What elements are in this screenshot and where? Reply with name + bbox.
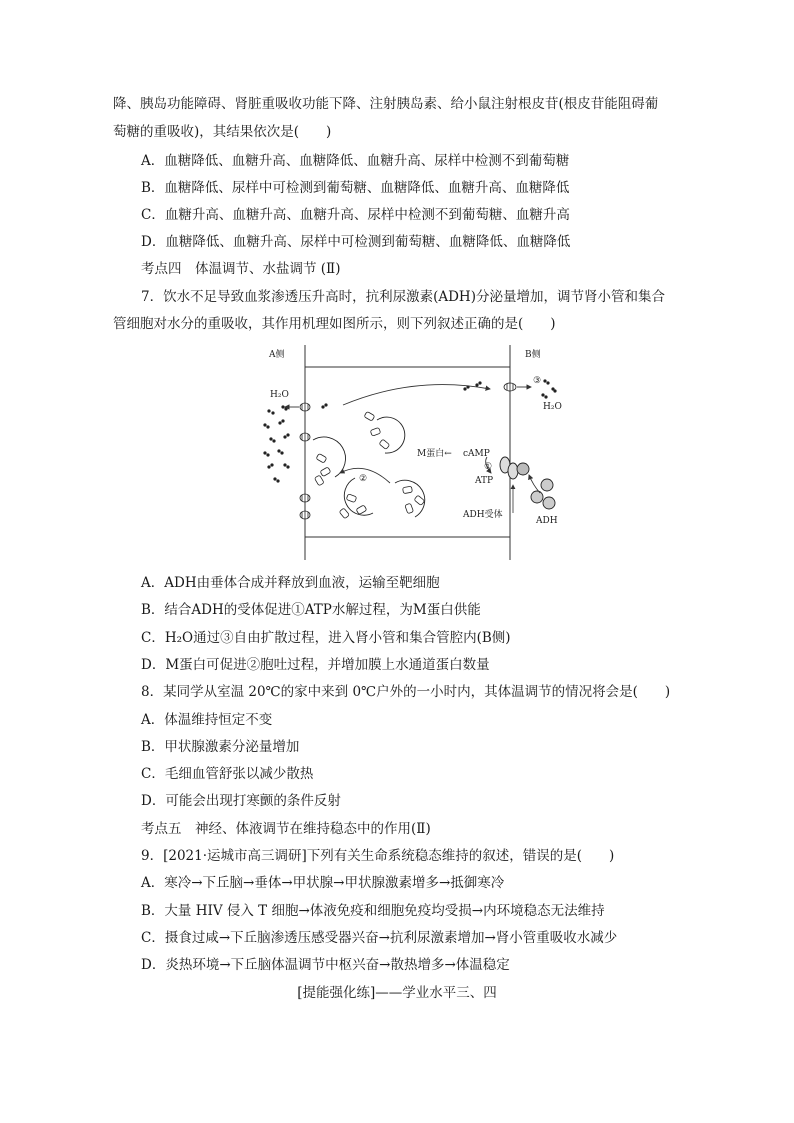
q9-option-b: B．大量 HIV 侵入 T 细胞→体液免疫和细胞免疫均受损→内环境稳态无法维持: [141, 903, 605, 919]
adh-mechanism-figure: [255, 345, 575, 560]
label-h2o-right: H₂O: [543, 402, 562, 412]
label-camp: cAMP: [463, 449, 490, 459]
label-m-protein: M蛋白←: [417, 449, 452, 459]
q6-option-a: A．血糖降低、血糖升高、血糖降低、血糖升高、尿样中检测不到葡萄糖: [141, 153, 570, 169]
q7-option-c: C．H₂O通过③自由扩散过程，进入肾小管和集合管腔内(B侧): [141, 630, 511, 646]
q6-option-d: D．血糖降低、血糖升高、尿样中可检测到葡萄糖、血糖降低、血糖降低: [141, 234, 571, 250]
q8-option-d: D．可能会出现打寒颤的条件反射: [141, 793, 341, 809]
label-2: ②: [359, 474, 368, 484]
label-3: ③: [533, 376, 542, 386]
q7-stem-line1: 7．饮水不足导致血浆渗透压升高时，抗利尿激素(ADH)分泌量增加，调节肾小管和集合: [141, 289, 665, 305]
adh-molecule-icon: [531, 479, 555, 509]
adh-receptor-icon: [500, 457, 529, 479]
label-side-b: B侧: [525, 350, 541, 360]
q9-option-a: A．寒冷→下丘脑→垂体→甲状腺→甲状腺激素增多→抵御寒冷: [141, 875, 505, 891]
label-atp: ATP: [475, 476, 494, 486]
q6-stem-line1: 降、胰岛功能障碍、肾脏重吸收功能下降、注射胰岛素、给小鼠注射根皮苷(根皮苷能阻碍葡: [113, 96, 659, 112]
q6-stem-line2: 萄糖的重吸收)，其结果依次是( ): [113, 124, 332, 140]
label-side-a: A侧: [269, 350, 285, 360]
q6-option-b: B．血糖降低、尿样中可检测到葡萄糖、血糖降低、血糖升高、血糖降低: [141, 180, 570, 196]
section-heading-4: 考点四 体温调节、水盐调节 (Ⅱ): [141, 261, 341, 277]
label-adh-receptor: ADH受体: [463, 510, 503, 520]
q8-option-b: B．甲状腺激素分泌量增加: [141, 739, 300, 755]
q9-option-d: D．炎热环境→下丘脑体温调节中枢兴奋→散热增多→体温稳定: [141, 957, 510, 973]
label-adh: ADH: [536, 516, 558, 526]
label-1: ①: [484, 462, 493, 472]
q7-stem-line2: 管细胞对水分的重吸收，其作用机理如图所示，则下列叙述正确的是( ): [113, 316, 556, 332]
label-h2o-left: H₂O: [270, 390, 289, 400]
q7-option-d: D．M蛋白可促进②胞吐过程，并增加膜上水通道蛋白数量: [141, 657, 490, 673]
q6-option-c: C．血糖升高、血糖升高、血糖升高、尿样中检测不到葡萄糖、血糖升高: [141, 207, 570, 223]
q7-option-b: B．结合ADH的受体促进①ATP水解过程，为M蛋白供能: [141, 602, 481, 618]
q8-option-a: A．体温维持恒定不变: [141, 712, 273, 728]
q7-option-a: A．ADH由垂体合成并释放到血液，运输至靶细胞: [141, 575, 440, 591]
q9-option-c: C．摄食过咸→下丘脑渗透压感受器兴奋→抗利尿激素增加→肾小管重吸收水减少: [141, 930, 618, 946]
q8-stem: 8．某同学从室温 20℃的家中来到 0℃户外的一小时内，其体温调节的情况将会是( ): [141, 684, 671, 700]
q9-stem: 9．[2021·运城市高三调研]下列有关生命系统稳态维持的叙述，错误的是( ): [141, 848, 615, 864]
vesicle-icon: [313, 417, 425, 517]
section-heading-5: 考点五 神经、体液调节在维持稳态中的作用(Ⅱ): [141, 821, 431, 837]
footer-section-heading: [提能强化练]——学业水平三、四: [297, 985, 497, 1001]
q8-option-c: C．毛细血管舒张以减少散热: [141, 766, 314, 782]
